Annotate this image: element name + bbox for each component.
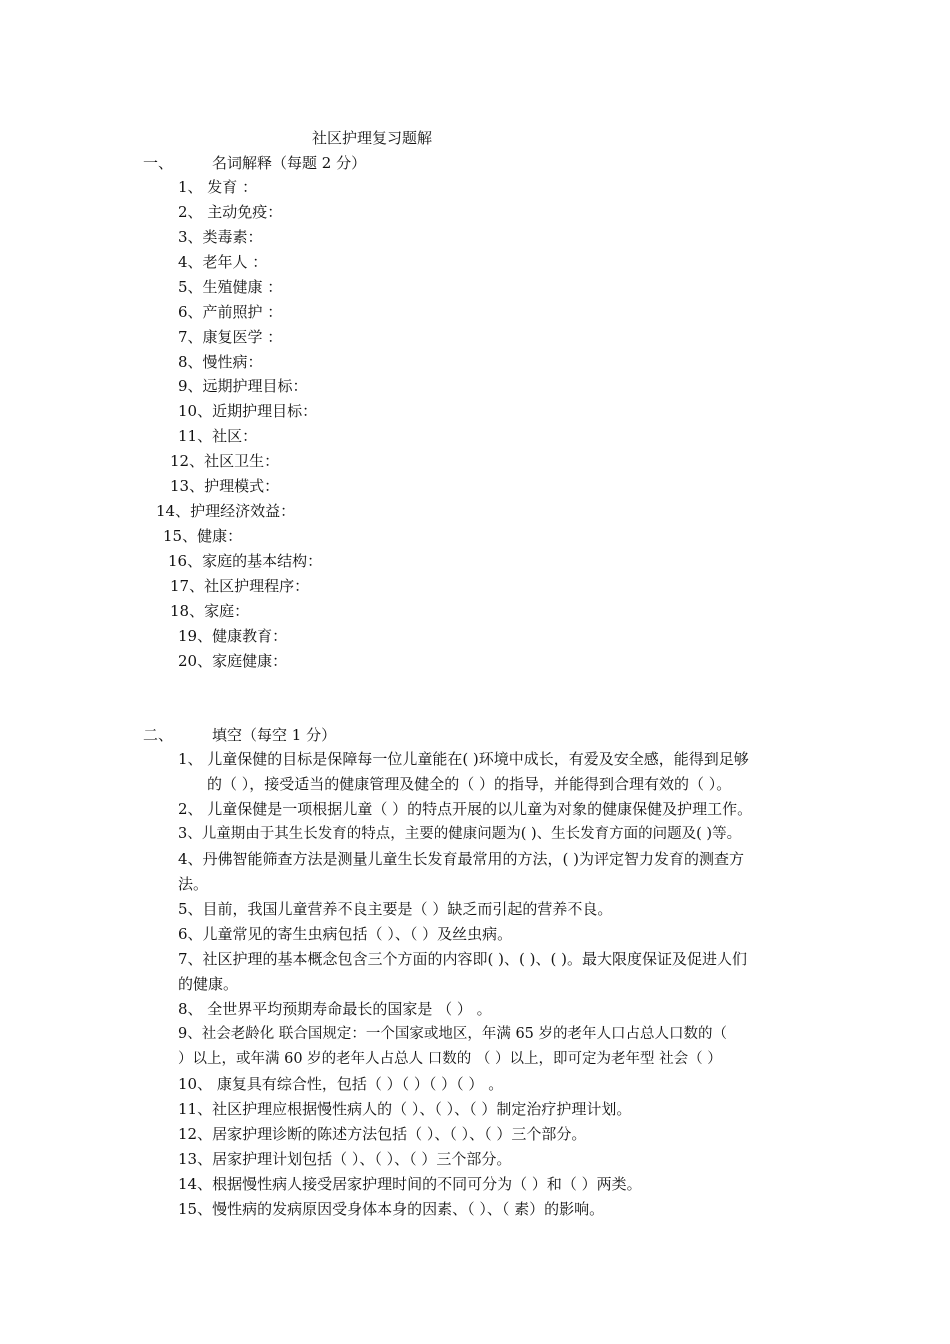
term-item: 2、 主动免疫：: [178, 203, 283, 221]
fill-blank-line: 15、慢性病的发病原因受身体本身的因素、（ ）、（ 素）的影响。: [178, 1200, 605, 1218]
term-item: 19、健康教育：: [178, 627, 288, 645]
term-item: 7、康复医学 ：: [178, 328, 283, 346]
term-item: 8、慢性病：: [178, 353, 263, 371]
term-item: 20、家庭健康：: [178, 652, 288, 670]
term-item: 4、老年人 ：: [178, 253, 268, 271]
term-item: 5、生殖健康 ：: [178, 278, 283, 296]
section-2-title: 填空（每空 1 分）: [212, 726, 337, 744]
fill-blank-line: 10、 康复具有综合性，包括（ ）（ ）（ ）（ ） 。: [178, 1075, 504, 1093]
term-item: 11、社区：: [178, 427, 258, 445]
fill-blank-line: 的（ ），接受适当的健康管理及健全的（ ）的指导，并能得到合理有效的（ ）。: [207, 775, 732, 793]
term-item: 9、远期护理目标：: [178, 377, 308, 395]
term-item: 15、健康：: [163, 527, 243, 545]
fill-blank-line: 4、丹佛智能筛查方法是测量儿童生长发育最常用的方法，( )为评定智力发育的测查方: [178, 850, 745, 868]
fill-blank-line: 的健康。: [178, 975, 239, 993]
fill-blank-line: 1、 儿童保健的目标是保障每一位儿童能在( )环境中成长，有爱及安全感，能得到足够: [178, 750, 749, 768]
term-item: 1、 发育 ：: [178, 178, 258, 196]
section-1-title: 名词解释（每题 2 分）: [212, 154, 367, 172]
term-item: 18、家庭：: [170, 602, 250, 620]
fill-blank-line: 9、社会老龄化 联合国规定：一个国家或地区，年满 65 岁的老年人口占总人口数的（: [178, 1026, 728, 1042]
term-item: 10、近期护理目标：: [178, 402, 318, 420]
fill-blank-line: 7、社区护理的基本概念包含三个方面的内容即( )、( )、( )。最大限度保证及促进人们: [178, 950, 747, 968]
fill-blank-line: 5、目前，我国儿童营养不良主要是（ ）缺乏而引起的营养不良。: [178, 900, 613, 918]
fill-blank-line: 13、居家护理计划包括（ ）、（ ）、（ ）三个部分。: [178, 1150, 512, 1168]
fill-blank-line: 11、社区护理应根据慢性病人的（ ）、（ ）、（ ）制定治疗护理计划。: [178, 1100, 632, 1118]
term-item: 3、类毒素：: [178, 228, 263, 246]
term-item: 14、护理经济效益：: [156, 502, 296, 520]
fill-blank-line: 12、居家护理诊断的陈述方法包括（ ）、（ ）、（ ）三个部分。: [178, 1125, 587, 1143]
fill-blank-line: 8、 全世界平均预期寿命最长的国家是 （ ） 。: [178, 1000, 492, 1018]
fill-blank-line: ）以上，或年满 60 岁的老年人占总人 口数的 （ ）以上，即可定为老年型 社会（ ）: [178, 1051, 722, 1067]
fill-blank-line: 3、儿童期由于其生长发育的特点，主要的健康问题为( )、生长发育方面的问题及( )等。: [178, 826, 742, 842]
document-title: 社区护理复习题解: [312, 129, 433, 147]
term-item: 13、护理模式：: [170, 477, 280, 495]
term-item: 17、社区护理程序：: [170, 577, 310, 595]
fill-blank-line: 14、根据慢性病人接受居家护理时间的不同可分为（ ）和（ ）两类。: [178, 1175, 642, 1193]
fill-blank-line: 法。: [178, 875, 209, 893]
term-item: 6、产前照护 ：: [178, 303, 283, 321]
section-1-number: 一、: [143, 154, 174, 172]
term-item: 12、社区卫生：: [170, 452, 280, 470]
fill-blank-line: 2、 儿童保健是一项根据儿童（ ）的特点开展的以儿童为对象的健康保健及护理工作。: [178, 800, 753, 818]
term-item: 16、家庭的基本结构：: [168, 552, 323, 570]
fill-blank-line: 6、儿童常见的寄生虫病包括（ ）、（ ）及丝虫病。: [178, 925, 513, 943]
section-2-number: 二、: [143, 726, 174, 744]
